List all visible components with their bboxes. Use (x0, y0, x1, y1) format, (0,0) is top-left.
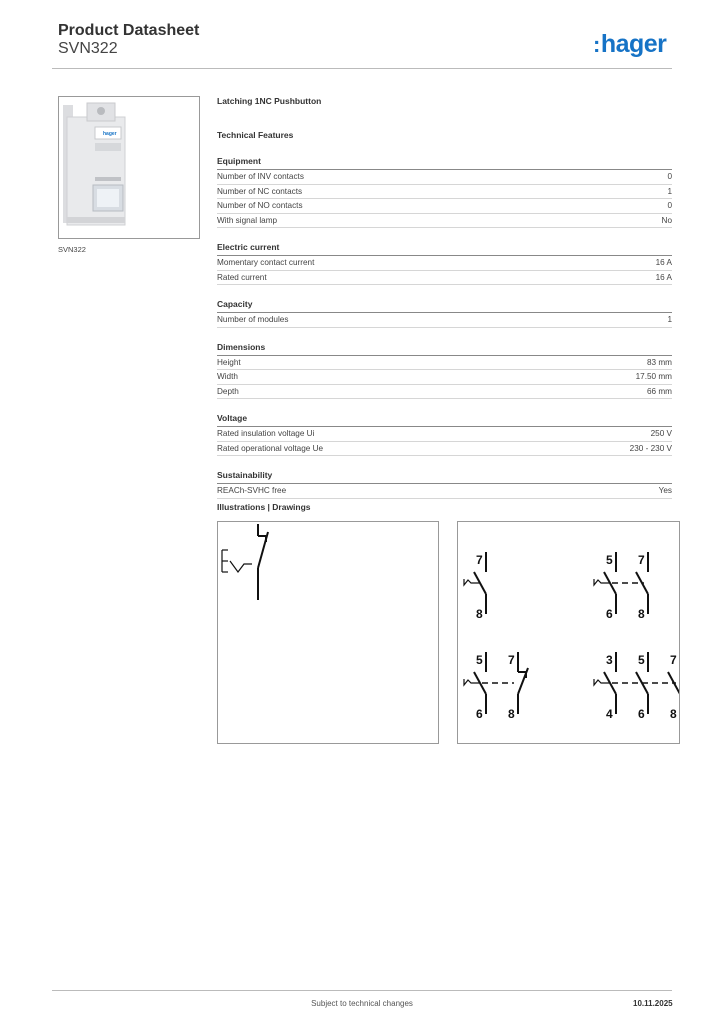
terminal-number-top: 7 (638, 553, 645, 567)
spec-group-title: Capacity (217, 299, 672, 313)
spec-value: 0 (667, 172, 672, 181)
spec-value: 16 A (655, 258, 672, 267)
terminal-number-bottom: 6 (606, 607, 613, 621)
spec-group-title: Equipment (217, 156, 672, 170)
illustrations-title: Illustrations | Drawings (217, 502, 311, 512)
spec-row (217, 370, 672, 385)
spec-row (217, 313, 672, 328)
spec-row (217, 385, 672, 400)
terminal-number-top: 5 (476, 653, 483, 667)
spec-group (217, 242, 672, 285)
product-code: SVN322 (58, 40, 118, 57)
spec-value: 16 A (655, 272, 672, 282)
terminal-number-top: 7 (476, 553, 483, 567)
contact-diagram (464, 552, 486, 621)
spec-value: 0 (667, 201, 672, 210)
spec-group-title: Voltage (217, 413, 672, 427)
terminal-number-bottom: 8 (508, 707, 515, 721)
hager-logo: :hager (593, 30, 667, 58)
spec-label: Rated operational voltage Ue (217, 443, 324, 453)
spec-value: 230 - 230 V (629, 443, 672, 453)
terminal-number-bottom: 6 (638, 707, 645, 721)
terminal-number-bottom: 4 (606, 707, 613, 721)
spec-section (217, 96, 672, 499)
spec-group (217, 470, 672, 499)
spec-label: Rated current (217, 272, 267, 282)
spec-label: Number of modules (217, 315, 289, 324)
terminal-number-top: 7 (508, 653, 515, 667)
contact-diagram (464, 652, 528, 721)
spec-label: Number of INV contacts (217, 172, 304, 181)
spec-label: Number of NO contacts (217, 201, 303, 210)
device-illustration (59, 97, 199, 238)
spec-label: Rated insulation voltage Ui (217, 429, 315, 438)
spec-group (217, 156, 672, 228)
spec-value: 1 (667, 186, 672, 196)
spec-label: Depth (217, 386, 239, 396)
spec-row (217, 185, 672, 200)
terminal-number-top: 3 (606, 653, 613, 667)
product-image (58, 96, 200, 239)
spec-label: Momentary contact current (217, 258, 315, 267)
spec-label: Number of NC contacts (217, 186, 303, 196)
spec-row (217, 170, 672, 185)
spec-label: REACh-SVHC free (217, 486, 287, 495)
spec-group-title: Dimensions (217, 342, 672, 356)
contact-diagram (594, 552, 648, 621)
spec-label: With signal lamp (217, 215, 278, 225)
spec-row (217, 199, 672, 214)
terminal-number-bottom: 8 (670, 707, 677, 721)
spec-value: 83 mm (646, 357, 672, 367)
terminal-number-bottom: 8 (638, 607, 645, 621)
diagrams-group (464, 552, 679, 721)
spec-group-title: Electric current (217, 242, 672, 256)
spec-value: Yes (658, 486, 672, 495)
footer-divider (52, 990, 672, 991)
terminal-number-bottom: 8 (476, 607, 483, 621)
page-title: Product Datasheet (58, 22, 200, 39)
spec-value: 250 V (650, 429, 672, 438)
contact-diagrams (457, 521, 680, 744)
terminal-number-top: 5 (606, 553, 613, 567)
spec-groups (217, 156, 672, 499)
footer-date: 10.11.2025 (633, 999, 673, 1008)
contact-diagram (594, 652, 679, 721)
spec-value: 1 (667, 315, 672, 324)
spec-group (217, 413, 672, 456)
spec-row (217, 356, 672, 371)
device-label: hager (103, 131, 117, 137)
spec-row (217, 214, 672, 229)
technical-features-title: Technical Features (217, 130, 294, 140)
header-divider (52, 68, 672, 69)
spec-label: Height (217, 357, 241, 367)
spec-row (217, 427, 672, 442)
spec-label: Width (217, 372, 238, 381)
spec-row (217, 484, 672, 499)
product-name: Latching 1NC Pushbutton (217, 96, 322, 106)
footer-note: Subject to technical changes (311, 999, 413, 1008)
image-caption: SVN322 (58, 245, 86, 254)
spec-value: 17.50 mm (635, 372, 672, 381)
spec-group-title: Sustainability (217, 470, 672, 484)
spec-row (217, 271, 672, 286)
spec-value: No (661, 215, 672, 225)
spec-value: 66 mm (646, 386, 672, 396)
symbol-drawing (217, 521, 439, 744)
spec-row (217, 442, 672, 457)
logo-text: hager (600, 30, 667, 58)
spec-group (217, 299, 672, 328)
contact-diagram-set (458, 522, 679, 743)
terminal-number-bottom: 6 (476, 707, 483, 721)
spec-group (217, 342, 672, 400)
terminal-number-top: 5 (638, 653, 645, 667)
spec-row (217, 256, 672, 271)
terminal-number-top: 7 (670, 653, 677, 667)
pushbutton-symbol (218, 522, 438, 743)
